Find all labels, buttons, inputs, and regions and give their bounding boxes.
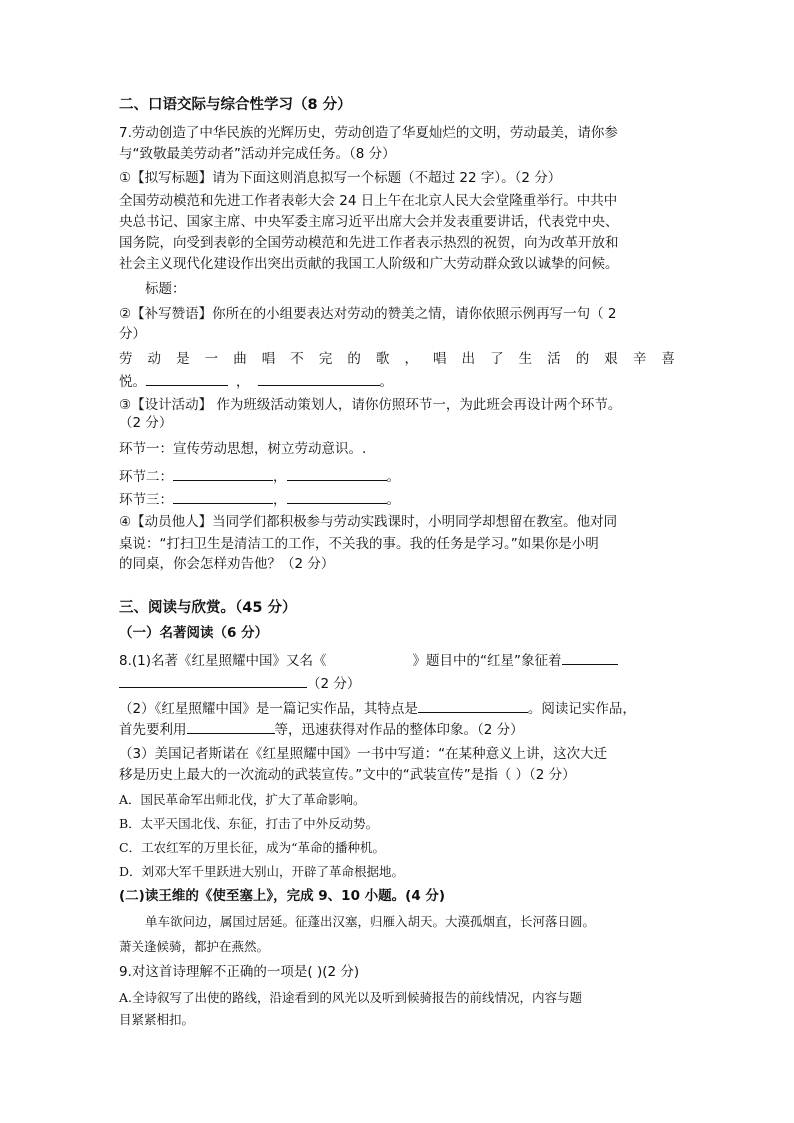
answer-blank[interactable]: [146, 371, 228, 386]
q8-3-line-1: （3）美国记者斯诺在《红星照耀中国》一书中写道：“在某种意义上讲，这次大迁: [119, 746, 608, 762]
answer-blank[interactable]: [119, 673, 307, 688]
example-char: 艰: [604, 351, 618, 367]
step-3: 环节三： ， 。: [119, 489, 400, 509]
subsection-2-title: (二)读王维的《使至塞上》，完成 9、10 小题。(4 分): [119, 888, 446, 904]
option-b[interactable]: B．太平天国北伐、东征，打击了中外反动势。: [119, 816, 379, 831]
section-3-title: 三、阅读与欣赏。（45 分）: [119, 600, 297, 616]
q7-line-1: 7.劳动创造了中华民族的光辉历史，劳动创造了华夏灿烂的文明，劳动最美，请你参: [119, 125, 618, 141]
q8-3-line-2: 移是历史上最大的一次流动的武装宣传。”文中的“武装宣传”是指（ ）（2 分）: [119, 767, 576, 783]
example-char: 辛: [632, 351, 647, 367]
q8-2-line-1: （2）《红星照耀中国》是一篇记实作品，其特点是 。阅读记实作品，: [119, 698, 636, 718]
example-char: 的: [575, 351, 590, 367]
answer-blank[interactable]: [418, 698, 528, 713]
title-answer-label: 标题：: [145, 281, 186, 297]
step-2: 环节二： ， 。: [119, 466, 400, 486]
news-line-3: 国务院，向受到表彰的全国劳动模范和先进工作者表示热烈的祝贺，向为改革开放和: [119, 235, 619, 251]
q9-option-a-line-2[interactable]: 目紧紧相扣。: [119, 1012, 195, 1027]
example-char: 生: [518, 351, 533, 367]
q7-part4-line-2: 桌说：“打扫卫生是清洁工的工作，不关我的事。我的任务是学习。”如果你是小明: [119, 536, 599, 552]
q7-line-2: 与“致敬最美劳动者”活动并完成任务。（8 分）: [119, 146, 396, 162]
q7-part3-line-2: （2 分）: [119, 415, 173, 431]
answer-blank[interactable]: [287, 466, 387, 481]
example-char: ，: [404, 351, 418, 367]
example-char: 劳: [119, 351, 133, 367]
poem-line-1: 单车欲问边，属国过居延。征蓬出汉塞，归雁入胡天。大漠孤烟直，长河落日圆。: [145, 914, 596, 929]
news-line-1: 全国劳动模范和先进工作者表彰大会 24 日上午在北京人民大会堂隆重举行。中共中: [119, 193, 618, 209]
q8-1-line-1: 8.(1)名著《红星照耀中国》又名《 》题目中的“红星”象征着: [119, 650, 618, 670]
news-line-4: 社会主义现代化建设作出突出贡献的我国工人阶级和广大劳动群众致以诚挚的问候。: [119, 256, 619, 272]
subsection-1-title: （一）名著阅读（6 分）: [119, 625, 269, 641]
example-char: 出: [461, 351, 476, 367]
q9-option-a-line-1[interactable]: A.全诗叙写了出使的路线，沿途看到的风光以及听到候骑报告的前线情况，内容与题: [119, 990, 583, 1005]
example-char: 曲: [233, 351, 247, 367]
option-c[interactable]: C．工农红军的万里长征，成为“革命的播种机。: [119, 840, 385, 855]
q7-part1-heading: ①【拟写标题】请为下面这则消息拟写一个标题（不超过 22 字）。（2 分）: [119, 170, 562, 186]
answer-blank[interactable]: [258, 371, 380, 386]
example-sentence-line-1: [119, 350, 675, 368]
example-char: 唱: [433, 351, 447, 367]
example-char: 不: [290, 351, 304, 367]
poem-line-2: 萧关逢候骑，都护在燕然。: [119, 939, 270, 954]
q7-part2-line-2: 分）: [119, 326, 146, 342]
q9-question: 9.对这首诗理解不正确的一项是( )(2 分): [119, 964, 360, 980]
example-char: 完: [318, 351, 333, 367]
example-char: 了: [490, 351, 504, 367]
answer-blank[interactable]: [173, 466, 273, 481]
q7-part3-line-1: ③【设计活动】 作为班级活动策划人，请你仿照环节一，为此班会再设计两个环节。: [119, 397, 622, 413]
example-char: 动: [147, 351, 162, 367]
example-char: 是: [176, 351, 190, 367]
section-2-title: 二、口语交际与综合性学习（8 分）: [119, 97, 352, 113]
q7-part4-line-1: ④【动员他人】当同学们都积极参与劳动实践课时，小明同学却想留在教室。他对同: [119, 514, 618, 530]
answer-blank[interactable]: [187, 719, 275, 734]
option-d[interactable]: D．刘邓大军千里跃进大别山，开辟了革命根据地。: [119, 864, 405, 879]
answer-blank[interactable]: [562, 650, 618, 665]
example-char: 唱: [261, 351, 276, 367]
q8-2-line-2: 首先要利用 等，迅速获得对作品的整体印象。（2 分）: [119, 719, 524, 739]
example-char: 活: [547, 351, 561, 367]
step-1: 环节一：宣传劳动思想，树立劳动意识。.: [119, 441, 367, 457]
q8-1-line-2: （2 分）: [119, 673, 360, 693]
answer-blank[interactable]: [173, 489, 273, 504]
option-a[interactable]: A．国民革命军出师北伐，扩大了革命影响。: [119, 792, 366, 807]
example-char: 一: [204, 351, 219, 367]
example-char: 的: [347, 351, 361, 367]
example-char: 歌: [375, 351, 390, 367]
answer-blank[interactable]: [287, 489, 387, 504]
q7-part4-line-3: 的同桌，你会怎样劝告他？（2 分）: [119, 556, 335, 572]
example-sentence-line-2: 悦。 ， 。: [119, 371, 393, 391]
q7-part2-line-1: ②【补写赞语】你所在的小组要表达对劳动的赞美之情，请你依照示例再写一句（ 2: [119, 306, 617, 322]
news-line-2: 央总书记、国家主席、中央军委主席习近平出席大会并发表重要讲话，代表党中央、: [119, 214, 619, 230]
example-char: 喜: [661, 351, 675, 367]
